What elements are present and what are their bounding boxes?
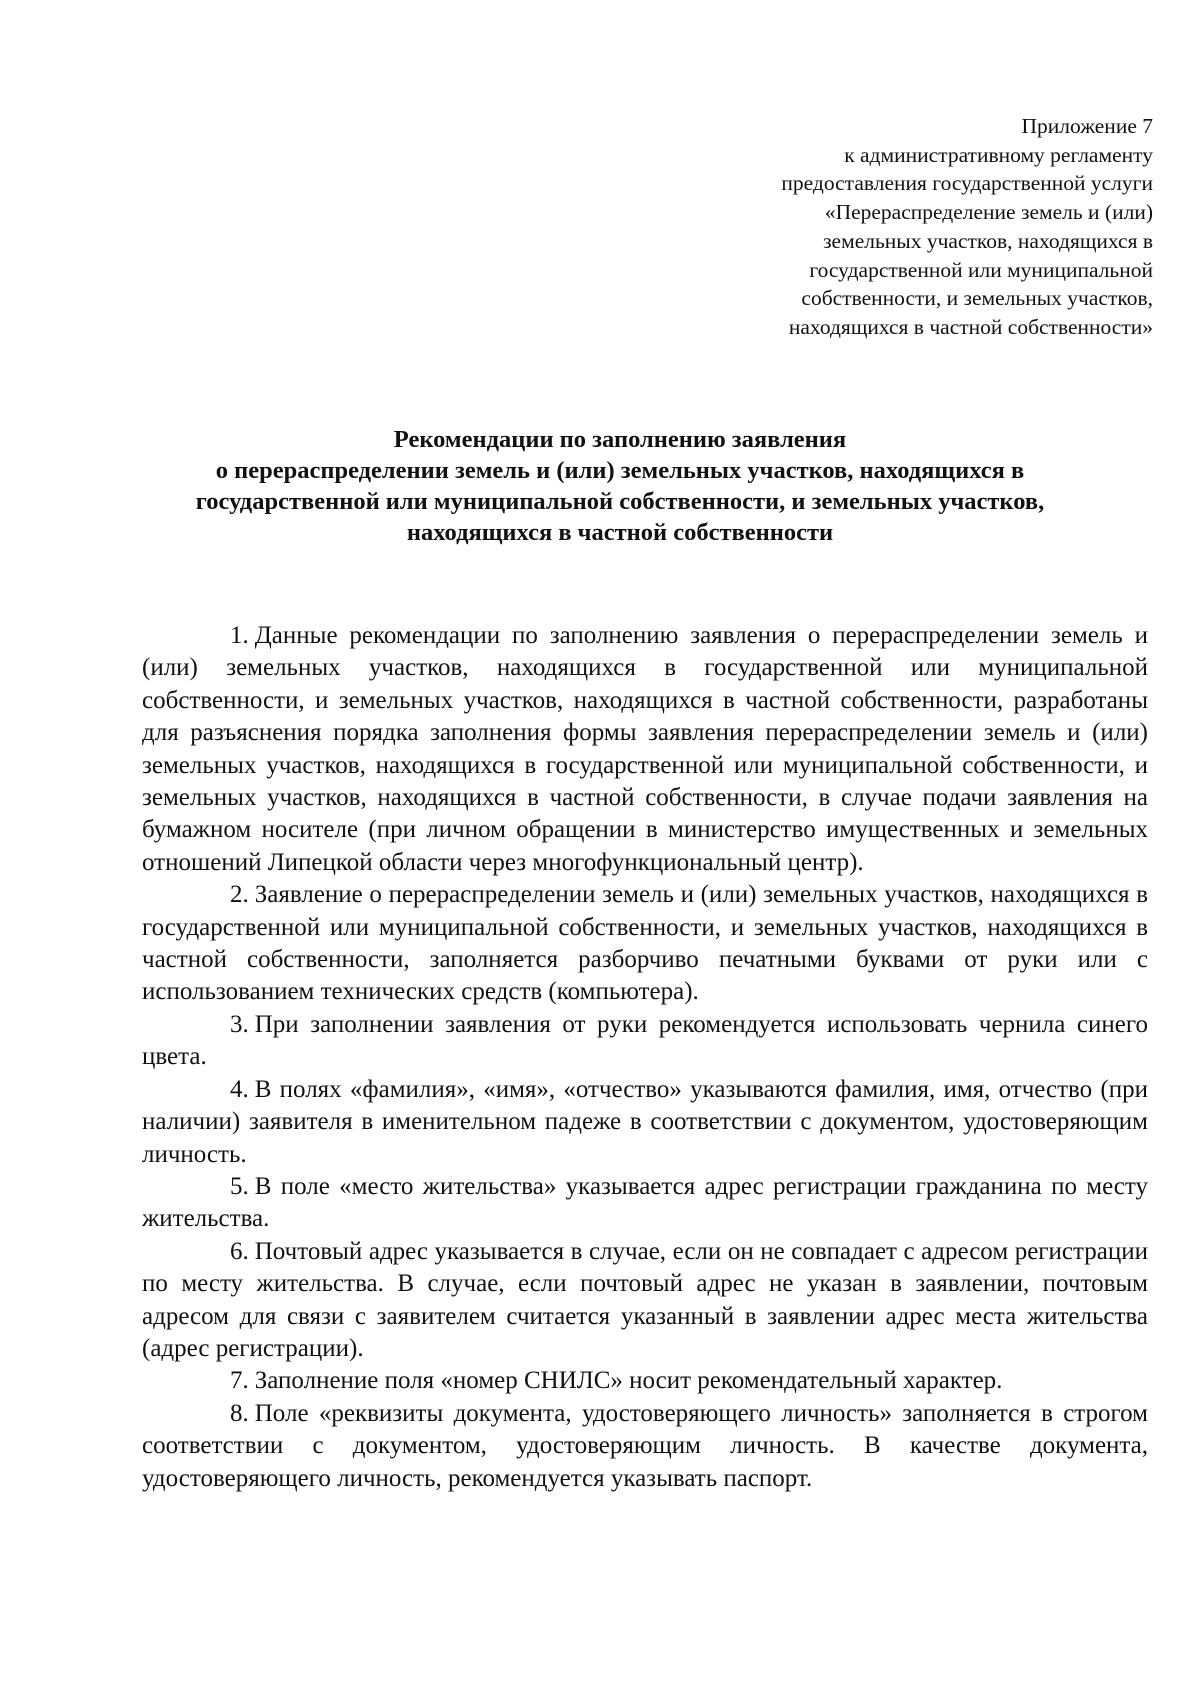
paragraph-text: Поле «реквизиты документа, удостоверяющего личность» заполняется в строгом соответствии с документом, удостоверяющим личность. В качестве документа, удостоверяющего личность, рекомендуется указывать паспорт. bbox=[142, 1399, 1148, 1492]
paragraph-text: При заполнении заявления от руки рекомендуется использовать чернила синего цвета. bbox=[142, 1010, 1148, 1071]
appendix-line: государственной или муниципальной bbox=[809, 257, 1153, 282]
title-line: о перераспределении земель и (или) земельных участков, находящихся в bbox=[215, 457, 1025, 484]
appendix-line: Приложение 7 bbox=[1021, 114, 1153, 138]
paragraph-text: В полях «фамилия», «имя», «отчество» указываются фамилия, имя, отчество (при наличии) заявителя в именительном падеже в соответствии с документом, удостоверяющим личность. bbox=[142, 1075, 1148, 1168]
paragraph-number: 2. bbox=[230, 881, 249, 909]
appendix-header bbox=[633, 112, 1153, 342]
paragraph-8 bbox=[142, 1398, 1148, 1495]
paragraph-5 bbox=[142, 1171, 1148, 1236]
paragraph-3 bbox=[142, 1009, 1148, 1074]
paragraph-1 bbox=[142, 620, 1148, 879]
paragraph-text: Почтовый адрес указывается в случае, если он не совпадает с адресом регистрации по месту жительства. В случае, если почтовый адрес не указан в заявлении, почтовым адресом для связи с заявителем считается указанный в заявлении адрес места жительства (адрес регистрации). bbox=[142, 1237, 1148, 1362]
paragraph-4 bbox=[142, 1074, 1148, 1171]
title-line: государственной или муниципальной собственности, и земельных участков, bbox=[195, 488, 1045, 515]
paragraph-text: Заполнение поля «номер СНИЛС» носит рекомендательный характер. bbox=[254, 1367, 1003, 1395]
paragraph-2 bbox=[142, 879, 1148, 1009]
appendix-line: земельных участков, находящихся в bbox=[823, 228, 1153, 253]
appendix-line: находящихся в частной собственности» bbox=[788, 314, 1153, 339]
document-body bbox=[142, 620, 1148, 1495]
paragraph-number: 7. bbox=[230, 1367, 249, 1395]
paragraph-number: 5. bbox=[230, 1172, 249, 1200]
title-line: Рекомендации по заполнению заявления bbox=[393, 426, 847, 453]
paragraph-text: Заявление о перераспределении земель и (или) земельных участков, находящихся в государственной или муниципальной собственности, и земельных участков, находящихся в частной собственности, заполняется разборчиво печатными буквами от руки или с использованием технических средств (компьютера). bbox=[142, 881, 1148, 1006]
paragraph-number: 1. bbox=[230, 622, 249, 649]
paragraph-number: 3. bbox=[230, 1010, 249, 1038]
title-line: находящихся в частной собственности bbox=[406, 519, 834, 546]
appendix-line: «Перераспределение земель и (или) bbox=[824, 200, 1153, 225]
document-title bbox=[140, 424, 1100, 548]
appendix-line: предоставления государственной услуги bbox=[781, 171, 1153, 196]
paragraph-6 bbox=[142, 1236, 1148, 1366]
appendix-line: к административному регламенту bbox=[844, 142, 1153, 167]
paragraph-7 bbox=[142, 1365, 1148, 1397]
paragraph-number: 6. bbox=[230, 1237, 249, 1265]
paragraph-text: В поле «место жительства» указывается адрес регистрации гражданина по месту жительства. bbox=[142, 1172, 1148, 1233]
paragraph-text: Данные рекомендации по заполнению заявления о перераспределении земель и (или) земельных участков, находящихся в государственной или муниципальной собственности, и земельных участков, находящихся в частной собственности, разработаны для разъяснения порядка заполнения формы заявления перераспределении земель и (или) земельных участков, находящихся в государственной или муниципальной собственности, и земельных участков, находящихся в частной собственности, в случае подачи заявления на бумажном носителе (при личном обращении в министерство имущественных и земельных отношений Липецкой области через многофункциональный центр). bbox=[142, 622, 1148, 876]
paragraph-number: 8. bbox=[230, 1399, 249, 1427]
paragraph-number: 4. bbox=[230, 1075, 249, 1103]
appendix-line: собственности, и земельных участков, bbox=[801, 286, 1153, 311]
